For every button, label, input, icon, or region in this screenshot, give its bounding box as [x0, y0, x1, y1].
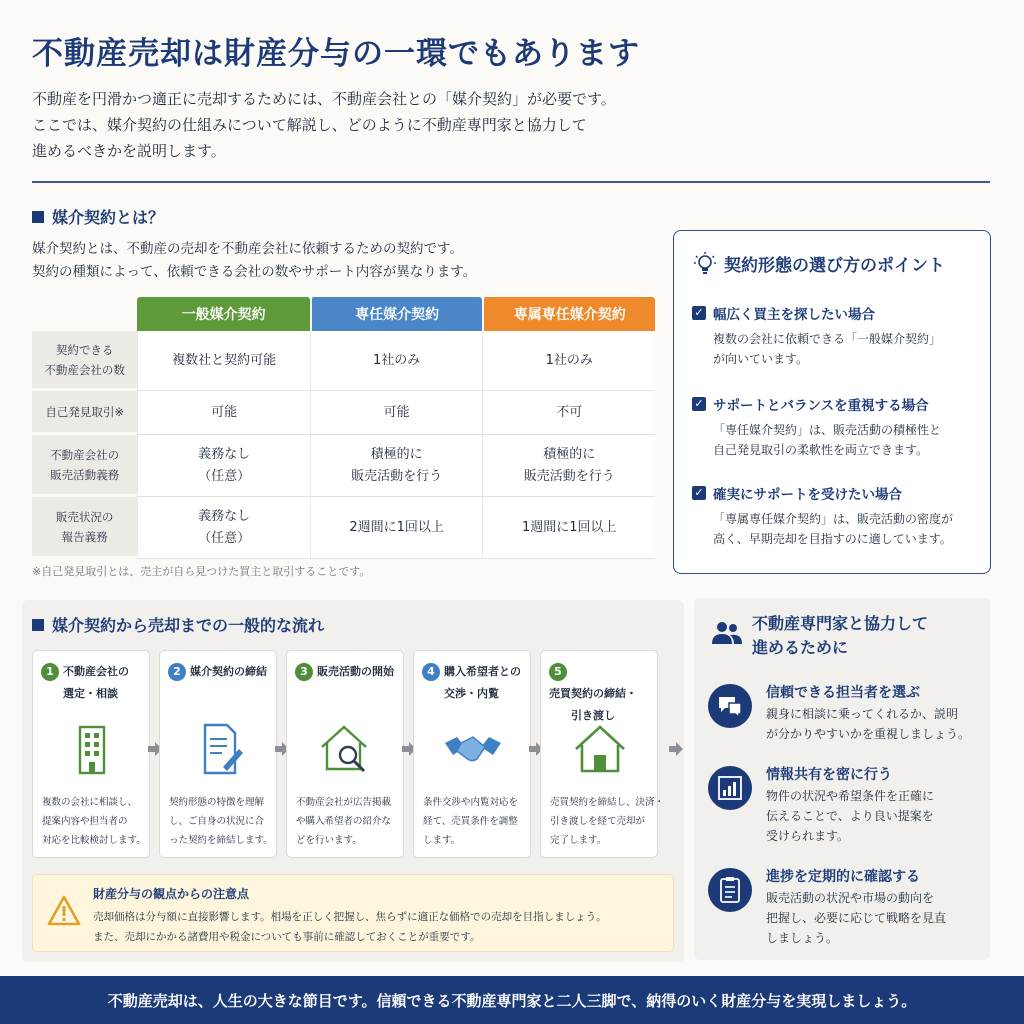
- footer-banner: [0, 976, 1024, 1024]
- flow-step-2: [159, 650, 277, 858]
- table-row: [32, 497, 655, 559]
- step-number: 2: [168, 663, 186, 681]
- tip-item: ✓ 幅広く買主を探したい場合 複数の会社に依頼できる「一般媒介契約」 が向いています。: [692, 303, 982, 369]
- square-bullet-icon: [32, 211, 44, 223]
- definition-text: [32, 238, 652, 284]
- flow-heading: [32, 613, 324, 636]
- checkbox-icon: ✓: [692, 397, 706, 411]
- column-header-general: 一般媒介契約: [137, 297, 310, 331]
- row-label: 販売状況の 報告義務: [32, 497, 137, 559]
- cooperate-item-text: 物件の状況や希望条件を正確に 伝えることで、より良い提案を 受けられます。: [766, 789, 935, 843]
- step-description: 条件交渉や内覧対応を 経て、売買条件を調整 します。: [423, 797, 519, 846]
- house-icon: [570, 721, 630, 775]
- step-title: 4 購入希望者との 交渉・内覧: [422, 661, 526, 705]
- contract-document-icon: [189, 721, 249, 775]
- flow-heading-label: 媒介契約から売却までの一般的な流れ: [52, 616, 325, 635]
- contract-comparison-table: [32, 297, 655, 559]
- cooperate-item-text: 親身に相談に乗ってくれるか、説明 が分かりやすいかを重視しましょう。: [766, 707, 971, 741]
- definition-line: 媒介契約とは、不動産の売却を不動産会社に依頼するための契約です。: [32, 241, 463, 257]
- table-cell: 複数社と契約可能: [137, 331, 310, 391]
- table-cell: 積極的に 販売活動を行う: [482, 435, 655, 497]
- intro-line: 進めるべきかを説明します。: [32, 142, 226, 160]
- table-corner: [32, 297, 137, 331]
- flow-step-3: [286, 650, 404, 858]
- definition-heading: [32, 205, 164, 228]
- square-bullet-icon: [32, 619, 44, 631]
- tip-item: ✓ サポートとバランスを重視する場合 「専任媒介契約」は、販売活動の積極性と 自己発見取引の柔軟性を両立できます。: [692, 394, 982, 460]
- warning-title: 財産分与の観点からの注意点: [93, 887, 250, 901]
- checkbox-icon: ✓: [692, 486, 706, 500]
- table-row: [32, 331, 655, 391]
- table-cell: 可能: [137, 391, 310, 435]
- flow-step-4: [413, 650, 531, 858]
- definition-heading-label: 媒介契約とは？: [52, 208, 165, 227]
- table-row: [32, 435, 655, 497]
- intro-text: [32, 86, 732, 164]
- table-cell: 1週間に1回以上: [482, 497, 655, 559]
- cooperate-item-text: 販売活動の状況や市場の動向を 把握し、必要に応じて戦略を見直 しましょう。: [766, 891, 947, 945]
- column-header-exclusive-dedicated: 専属専任媒介契約: [482, 297, 655, 331]
- step-title: 1 不動産会社の 選定・相談: [41, 661, 145, 705]
- step-title: 2 媒介契約の締結: [168, 661, 272, 683]
- page-title: 不動産売却は財産分与の一環でもあります: [32, 36, 640, 72]
- divider: [32, 181, 990, 183]
- column-header-exclusive: 専任媒介契約: [310, 297, 483, 331]
- table-cell: 可能: [310, 391, 483, 435]
- table-footnote: ※自己発見取引とは、売主が自ら見つけた買主と取引することです。: [32, 565, 371, 578]
- table-cell: 不可: [482, 391, 655, 435]
- house-search-icon: [316, 721, 376, 775]
- chart-icon: [708, 766, 752, 810]
- cooperate-item-heading: 情報共有を密に行う: [766, 767, 892, 783]
- warning-text: 売却価格は分与額に直接影響します。相場を正しく把握し、焦らずに適正な価格での売却を目指しましょう。 また、売却にかかる諸費用や税金についても事前に確認しておくことが重要です。: [93, 911, 607, 943]
- building-icon: [62, 721, 122, 775]
- row-label: 不動産会社の 販売活動義務: [32, 435, 137, 497]
- lightbulb-icon: [694, 252, 716, 276]
- step-title: 3 販売活動の開始: [295, 661, 399, 683]
- step-number: 4: [422, 663, 440, 681]
- checkbox-icon: ✓: [692, 306, 706, 320]
- step-description: 複数の会社に相談し、 提案内容や担当者の 対応を比較検討します。: [42, 797, 146, 846]
- cooperate-item-heading: 進捗を定期的に確認する: [766, 869, 920, 885]
- warning-icon: [47, 895, 81, 927]
- row-label: 契約できる 不動産会社の数: [32, 331, 137, 391]
- intro-line: 不動産を円滑かつ適正に売却するためには、不動産会社との「媒介契約」が必要です。: [32, 90, 616, 108]
- step-number: 5: [549, 663, 567, 681]
- step-description: 契約形態の特徴を理解 し、ご自身の状況に合 った契約を締結します。: [169, 797, 273, 846]
- arrow-right-icon: [668, 741, 684, 757]
- table-cell: 1社のみ: [482, 331, 655, 391]
- cooperate-item-heading: 信頼できる担当者を選ぶ: [766, 685, 920, 701]
- definition-line: 契約の種類によって、依頼できる会社の数やサポート内容が異なります。: [32, 264, 477, 280]
- table-cell: 積極的に 販売活動を行う: [310, 435, 483, 497]
- step-title: 5売買契約の締結・ 引き渡し: [549, 665, 637, 722]
- cooperate-title: 不動産専門家と協力して 進めるために: [752, 614, 929, 657]
- intro-line: ここでは、媒介契約の仕組みについて解説し、どのように不動産専門家と協力して: [32, 116, 587, 134]
- table-cell: 義務なし （任意）: [137, 435, 310, 497]
- warning-box: [32, 874, 674, 952]
- table-cell: 1社のみ: [310, 331, 483, 391]
- table-cell: 2週間に1回以上: [310, 497, 483, 559]
- chat-icon: [708, 684, 752, 728]
- step-description: 売買契約を締結し、決済・ 引き渡しを経て売却が 完了します。: [550, 797, 665, 846]
- step-number: 3: [295, 663, 313, 681]
- footer-text: 不動産売却は、人生の大きな節目です。信頼できる不動産専門家と二人三脚で、納得のいく財産分与を実現しましょう。: [107, 992, 917, 1010]
- step-number: 1: [41, 663, 59, 681]
- tip-heading: サポートとバランスを重視する場合: [713, 398, 929, 414]
- tip-item: ✓ 確実にサポートを受けたい場合 「専属専任媒介契約」は、販売活動の密度が 高く、早期売却を目指すのに適しています。: [692, 483, 982, 549]
- handshake-icon: [443, 721, 503, 775]
- tip-heading: 確実にサポートを受けたい場合: [713, 487, 902, 503]
- row-label: 自己発見取引※: [32, 391, 137, 435]
- step-description: 不動産会社が広告掲載 や購入希望者の紹介な どを行います。: [296, 797, 392, 846]
- cooperate-panel: [694, 598, 990, 960]
- flow-step-1: [32, 650, 150, 858]
- tip-heading: 幅広く買主を探したい場合: [713, 307, 875, 323]
- tips-title-label: 契約形態の選び方のポイント: [724, 256, 945, 276]
- table-cell: 義務なし （任意）: [137, 497, 310, 559]
- table-row: [32, 391, 655, 435]
- people-icon: [712, 620, 742, 646]
- tips-panel: [673, 230, 991, 574]
- tips-title: [694, 251, 945, 276]
- flow-step-5: [540, 650, 665, 858]
- clipboard-icon: [708, 868, 752, 912]
